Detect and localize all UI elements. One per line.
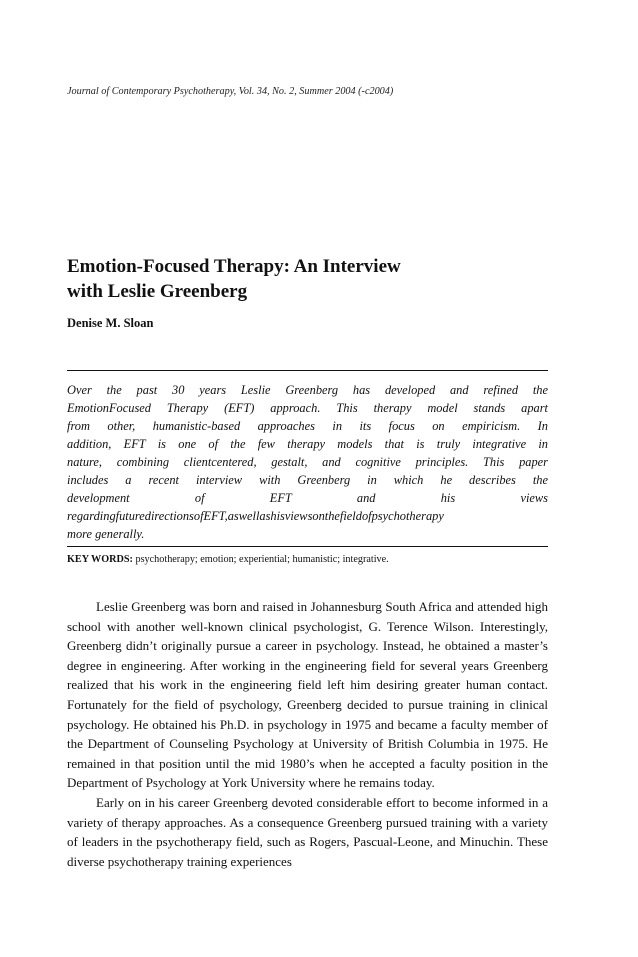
body-paragraph: Early on in his career Greenberg devoted considerable effort to become informed in a variety of therapy approaches. As a consequence Greenberg pursued training with a variety of leaders in the psychotherapy field, such as Rogers, Pascual-Leone, and Minuchin. These diverse psychotherapy training experiences — [67, 794, 548, 869]
article-title — [67, 254, 548, 304]
abstract-top-rule — [67, 370, 548, 371]
abstract-line: nature, combining clientcentered, gestalt, and cognitive principles. This paper — [67, 455, 548, 469]
abstract-line: more generally. — [67, 527, 145, 541]
keywords-text: psychotherapy; emotion; experiential; humanistic; integrative. — [132, 554, 389, 565]
body-paragraph: Leslie Greenberg was born and raised in Johannesburg South Africa and attended high school with another well-known clinical psychologist, G. Terence Wilson. Interestingly, Greenberg didn’t originally pursue a career in psychology. Instead, he obtained a master’s degree in engineering. After working in the engineering field for several years Greenberg realized that his work in the engineering field left him desiring greater human contact. Fortunately for the field of psychology, Greenberg decided to pursue training in clinical psychology. He obtained his Ph.D. in psychology in 1975 and became a faculty member of the Department of Counseling Psychology at University of British Columbia in 1975. He remained in that position until the mid 1980’s when he accepted a faculty position in the Department of Psychology at York University where he remains today. — [67, 599, 548, 791]
abstract-line: addition, EFT is one of the few therapy models that is truly integrative in — [67, 437, 548, 451]
abstract — [67, 381, 548, 543]
abstract-line: development of EFT and his views — [67, 491, 548, 505]
journal-citation: Journal of Contemporary Psychotherapy, Vol. 34, No. 2, Summer 2004 (-c2004) — [67, 86, 394, 97]
article-title-line-2: with Leslie Greenberg — [67, 281, 248, 302]
abstract-line: includes a recent interview with Greenberg in which he describes the — [67, 473, 548, 487]
abstract-line: regardingfuturedirectionsofEFT,aswellashisviewsonthefieldofpsychotherapy — [67, 509, 444, 523]
author-name: Denise M. Sloan — [67, 316, 154, 330]
article-body — [67, 597, 548, 871]
keywords-label: KEY WORDS: — [67, 554, 133, 565]
abstract-line: Over the past 30 years Leslie Greenberg has developed and refined the — [67, 383, 548, 397]
abstract-bottom-rule — [67, 546, 548, 547]
keywords — [67, 554, 548, 565]
article-title-line-1: Emotion-Focused Therapy: An Interview — [67, 256, 401, 277]
abstract-line: EmotionFocused Therapy (EFT) approach. This therapy model stands apart — [67, 401, 548, 415]
abstract-line: from other, humanistic-based approaches in its focus on empiricism. In — [67, 419, 548, 433]
